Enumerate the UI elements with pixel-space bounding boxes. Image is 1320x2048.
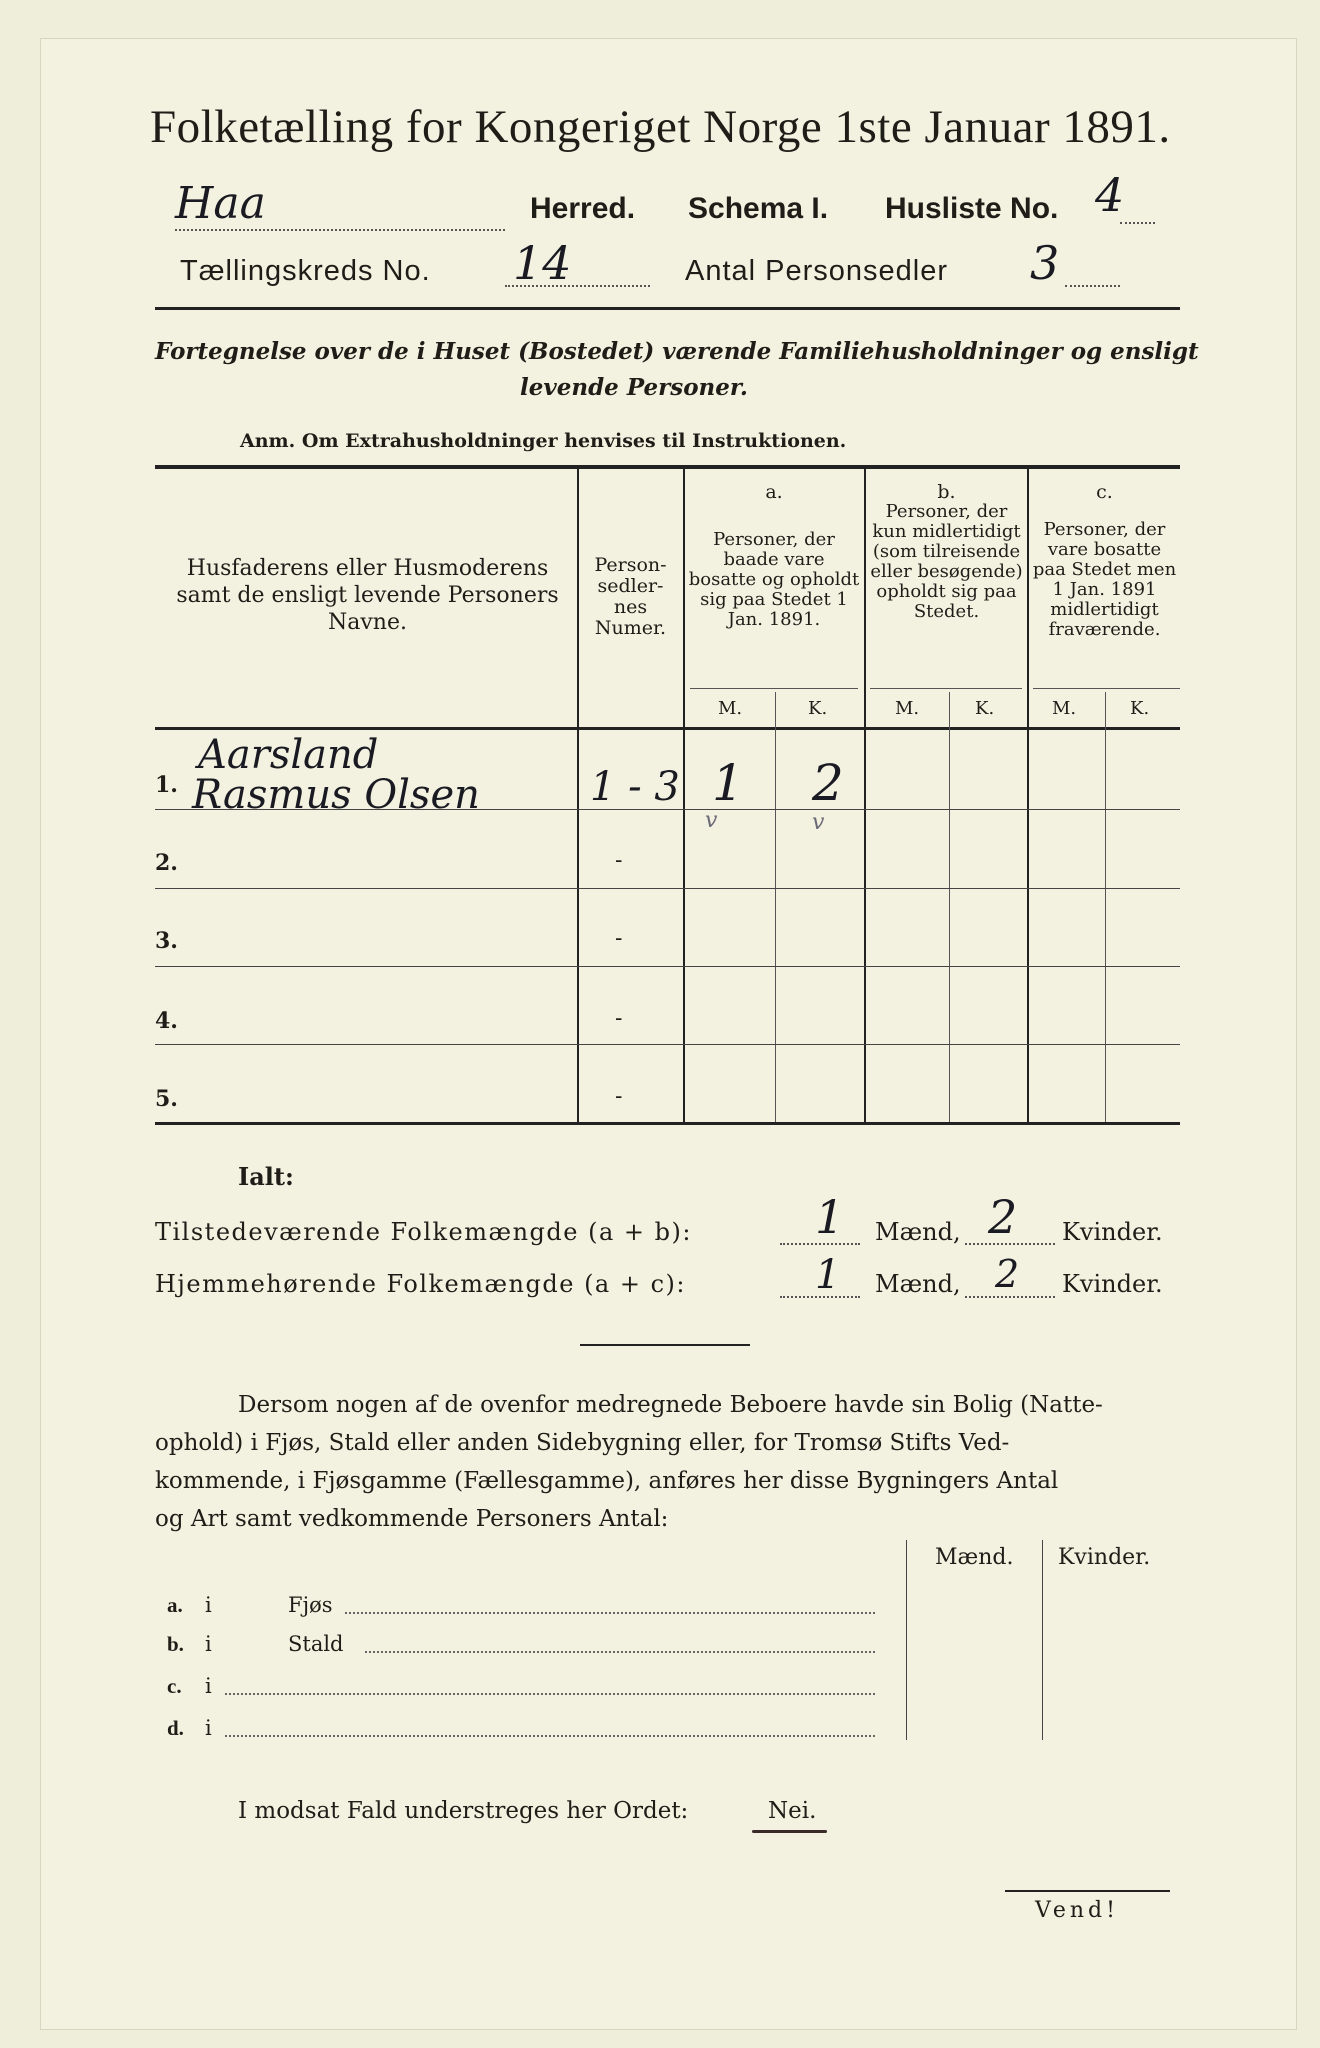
kvinder-label: Kvinder. (1062, 1218, 1163, 1246)
schema-label: Schema I. (688, 192, 829, 225)
paragraph-line1: Dersom nogen af de ovenfor medregnede Beboere havde sin Bolig (Natte- (238, 1392, 1103, 1418)
building-i: i (205, 1674, 212, 1698)
col-c-header: Personer, der vare bosatte paa Stedet men 1 Jan. 1891 midlertidigt fraværende. (1032, 519, 1177, 640)
building-letter: c. (167, 1674, 182, 1698)
col-c-letter: c. (1096, 481, 1113, 503)
intro-line2: levende Personer. (520, 374, 748, 401)
col-b-header: Personer, der kun midlertidigt (som tilreisende eller besøgende) opholdt sig paa Stedet. (870, 501, 1023, 622)
col-a-letter: a. (765, 481, 783, 503)
col-name-header: Husfaderens eller Husmoderens samt de ensligt levende Personers Navne. (176, 556, 559, 635)
kvinder-label: Kvinder. (1062, 1270, 1163, 1298)
tilstede-label: Tilstedeværende Folkemængde (a + b): (155, 1218, 692, 1246)
herred-label: Herred. (530, 192, 636, 225)
building-i: i (205, 1716, 212, 1740)
table-bottom-rule (155, 1122, 1180, 1125)
row-number: 2. (155, 850, 178, 876)
hjemme-maend-value: 1 (815, 1252, 841, 1298)
paragraph-line4: og Art samt vedkommende Personers Antal: (155, 1506, 669, 1532)
sedler-dash: - (615, 926, 623, 951)
building-letter: a. (167, 1593, 183, 1617)
section-divider (580, 1344, 750, 1346)
hjemme-label: Hjemmehørende Folkemængde (a + c): (155, 1270, 686, 1298)
m-label-a: M. (718, 698, 743, 719)
census-form (40, 38, 1297, 2030)
intro-line1: Fortegnelse over de i Huset (Bostedet) værende Familiehusholdninger og ensligt (155, 338, 1199, 365)
tilstede-kvinder-value: 2 (988, 1190, 1018, 1244)
buildings-kvinder-header: Kvinder. (1058, 1545, 1151, 1570)
nei-underline (752, 1830, 827, 1833)
nei-word: Nei. (768, 1798, 817, 1824)
m-label-b: M. (895, 698, 920, 719)
header-rule (155, 307, 1180, 310)
maend-label: Mænd, (875, 1218, 961, 1246)
k-label-c: K. (1130, 698, 1150, 719)
household-name: Rasmus Olsen (192, 772, 480, 818)
ialt-label: Ialt: (238, 1162, 294, 1191)
checkmark: v (812, 810, 825, 835)
husliste-value: 4 (1095, 168, 1125, 222)
row-number: 1. (155, 772, 178, 798)
sedler-dash: - (615, 1084, 623, 1109)
row-number: 3. (155, 928, 178, 954)
k-label-a: K. (808, 698, 828, 719)
vend-label: Vend! (1035, 1898, 1119, 1923)
building-letter: d. (167, 1716, 184, 1740)
building-letter: b. (167, 1632, 184, 1656)
personsedler-value: 3 (1030, 236, 1060, 290)
sedler-dash: - (615, 1006, 623, 1031)
husliste-label: Husliste No. (885, 192, 1059, 225)
anm-note: Anm. Om Extrahusholdninger henvises til Instruktionen. (240, 430, 847, 452)
page-title: Folketælling for Kongeriget Norge 1ste Januar 1891. (150, 101, 1171, 153)
building-label: Stald (288, 1632, 344, 1656)
col-b-letter: b. (937, 481, 956, 503)
row-number: 4. (155, 1008, 178, 1034)
col-a-header: Personer, der baade vare bosatte og opholdt sig paa Stedet 1 Jan. 1891. (688, 529, 860, 630)
herred-value: Haa (175, 178, 505, 231)
household-surname: Aarsland (198, 732, 379, 778)
sedler-dash: - (615, 848, 623, 873)
kreds-value: 14 (513, 236, 572, 290)
paragraph-line2: ophold) i Fjøs, Stald eller anden Sidebygning eller, for Tromsø Stifts Ved- (155, 1430, 1010, 1456)
hjemme-kvinder-value: 2 (995, 1252, 1020, 1296)
building-label: Fjøs (288, 1593, 333, 1617)
modsat-text: I modsat Fald understreges her Ordet: (238, 1798, 689, 1824)
kreds-label: Tællingskreds No. (180, 255, 431, 287)
tilstede-maend-value: 1 (815, 1190, 845, 1244)
personsedler-number: 1 - 3 (590, 764, 680, 810)
m-label-c: M. (1052, 698, 1077, 719)
k-label-b: K. (975, 698, 995, 719)
personsedler-label: Antal Personsedler (685, 255, 949, 287)
col-num-header: Person-sedler-nes Numer. (594, 554, 667, 639)
checkmark: v (705, 808, 718, 833)
building-i: i (205, 1593, 212, 1617)
count-a-m: 1 (712, 754, 744, 812)
count-a-k: 2 (812, 754, 844, 812)
maend-label: Mænd, (875, 1270, 961, 1298)
buildings-maend-header: Mænd. (935, 1545, 1014, 1570)
row-number: 5. (155, 1086, 178, 1112)
paragraph-line3: kommende, i Fjøsgamme (Fællesgamme), anføres her disse Bygningers Antal (155, 1468, 1059, 1494)
building-i: i (205, 1632, 212, 1656)
